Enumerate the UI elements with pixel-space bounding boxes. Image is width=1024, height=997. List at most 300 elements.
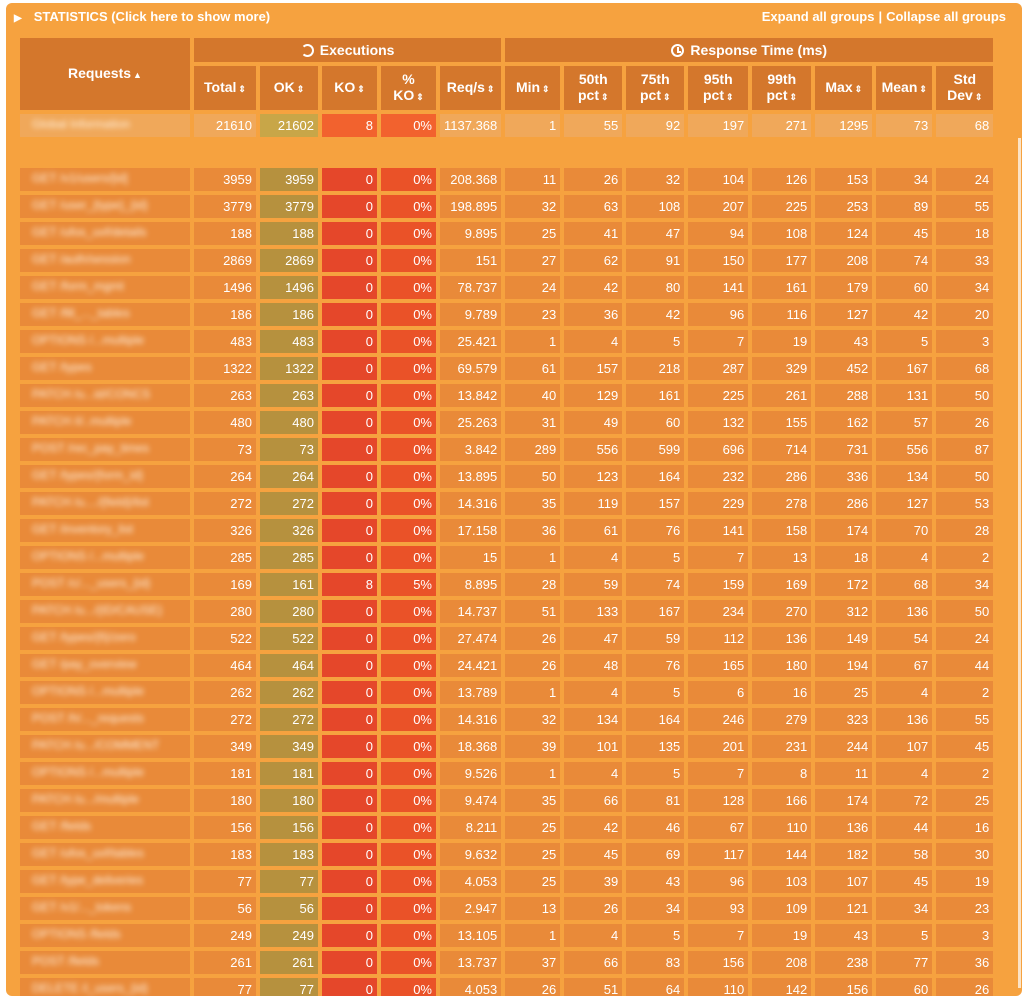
cell-ko: 0 — [322, 816, 377, 839]
request-name: GET /auth/session — [32, 252, 131, 266]
cell-p95: 246 — [688, 708, 748, 731]
cell-std: 50 — [936, 465, 993, 488]
cell-std: 68 — [936, 357, 993, 380]
cell-p95: 112 — [688, 627, 748, 650]
cell-req-s: 9.526 — [440, 762, 501, 785]
cell-req-s: 13.789 — [440, 681, 501, 704]
col-header-std-dev-label: Std Dev — [947, 71, 977, 103]
request-name-cell[interactable] — [20, 492, 190, 515]
cell-mean: 68 — [876, 573, 932, 596]
cell-p50: 45 — [564, 843, 622, 866]
cell-total: 349 — [194, 735, 256, 758]
cell-ko: 0 — [322, 924, 377, 947]
cell-p99: 278 — [752, 492, 811, 515]
cell-total: 77 — [194, 978, 256, 996]
cell-std: 53 — [936, 492, 993, 515]
table-row[interactable] — [20, 465, 993, 488]
request-name-cell[interactable] — [20, 681, 190, 704]
request-name-cell[interactable] — [20, 627, 190, 650]
cell-pct-ko: 0% — [381, 843, 436, 866]
cell-p75: 164 — [626, 708, 684, 731]
col-header-ok[interactable] — [260, 66, 318, 110]
cell-p99: 19 — [752, 924, 811, 947]
request-name-cell[interactable] — [20, 843, 190, 866]
cell-min: 26 — [505, 654, 560, 677]
cell-req-s: 18.368 — [440, 735, 501, 758]
table-row[interactable] — [20, 330, 993, 353]
link-separator: | — [878, 9, 883, 24]
cell-p75: 42 — [626, 303, 684, 326]
cell-p75: 83 — [626, 951, 684, 974]
cell-total: 186 — [194, 303, 256, 326]
cell-p99: 126 — [752, 168, 811, 191]
cell-pct-ko: 0% — [381, 384, 436, 407]
cell-total: 1496 — [194, 276, 256, 299]
table-row[interactable] — [20, 492, 993, 515]
cell-p95: 7 — [688, 762, 748, 785]
request-name: OPTIONS /...multiple — [32, 333, 145, 347]
request-name: POST /h/..._requests — [32, 711, 144, 725]
col-header-max[interactable] — [815, 66, 872, 110]
cell-mean: 70 — [876, 519, 932, 542]
cell-std: 3 — [936, 924, 993, 947]
request-name: OPTIONS /...multiple — [32, 684, 145, 698]
col-header-min[interactable] — [505, 66, 560, 110]
request-name-cell[interactable] — [20, 357, 190, 380]
request-name: PATCH /u.../COMMENT — [32, 738, 160, 752]
table-row[interactable] — [20, 222, 993, 245]
cell-p99: 225 — [752, 195, 811, 218]
request-name-cell[interactable] — [20, 978, 190, 996]
cell-max: 1295 — [815, 114, 872, 137]
table-row[interactable] — [20, 951, 993, 974]
request-name-cell[interactable] — [20, 654, 190, 677]
cell-p50: 63 — [564, 195, 622, 218]
cell-total: 261 — [194, 951, 256, 974]
request-name-cell[interactable] — [20, 114, 190, 137]
cell-ko: 0 — [322, 708, 377, 731]
cell-p99: 144 — [752, 843, 811, 866]
cell-p75: 81 — [626, 789, 684, 812]
table-row[interactable] — [20, 357, 993, 380]
cell-std: 26 — [936, 978, 993, 996]
global-row[interactable] — [20, 114, 993, 137]
cell-p95: 197 — [688, 114, 748, 137]
cell-ok: 73 — [260, 438, 318, 461]
cell-ok: 285 — [260, 546, 318, 569]
cell-mean: 60 — [876, 978, 932, 996]
col-header-req-s[interactable] — [440, 66, 501, 110]
cell-ok: 464 — [260, 654, 318, 677]
cell-p99: 136 — [752, 627, 811, 650]
cell-p75: 46 — [626, 816, 684, 839]
cell-max: 153 — [815, 168, 872, 191]
cell-p50: 47 — [564, 627, 622, 650]
cell-mean: 136 — [876, 600, 932, 623]
row-gap-cell — [20, 141, 993, 164]
cell-p99: 271 — [752, 114, 811, 137]
col-header-pct-ko[interactable] — [381, 66, 436, 110]
cell-p95: 67 — [688, 816, 748, 839]
col-header-pct-ko-label: % KO — [393, 71, 415, 103]
sort-arrows-icon: ⇕ — [725, 92, 734, 102]
table-row[interactable] — [20, 519, 993, 542]
cell-p75: 64 — [626, 978, 684, 996]
collapse-all-groups-link[interactable]: Collapse all groups — [886, 9, 1006, 24]
request-name-cell[interactable] — [20, 897, 190, 920]
cell-std: 45 — [936, 735, 993, 758]
request-name-cell[interactable] — [20, 708, 190, 731]
cell-max: 174 — [815, 789, 872, 812]
request-name: GET /inventory_list — [32, 522, 134, 536]
cell-p75: 5 — [626, 330, 684, 353]
expand-all-groups-link[interactable]: Expand all groups — [761, 9, 875, 24]
request-name-cell[interactable] — [20, 303, 190, 326]
cell-max: 25 — [815, 681, 872, 704]
cell-req-s: 151 — [440, 249, 501, 272]
cell-ko: 0 — [322, 168, 377, 191]
cell-req-s: 8.211 — [440, 816, 501, 839]
col-header-std-dev[interactable] — [936, 66, 993, 110]
table-row[interactable] — [20, 384, 993, 407]
cell-max: 136 — [815, 816, 872, 839]
cell-std: 2 — [936, 546, 993, 569]
cell-mean: 77 — [876, 951, 932, 974]
col-header-p95[interactable] — [688, 66, 748, 110]
table-row[interactable] — [20, 168, 993, 191]
statistics-toggle[interactable] — [14, 3, 270, 32]
cell-total: 483 — [194, 330, 256, 353]
cell-req-s: 13.737 — [440, 951, 501, 974]
request-name-cell[interactable] — [20, 762, 190, 785]
request-name: GET /fields — [32, 819, 92, 833]
cell-req-s: 15 — [440, 546, 501, 569]
cell-req-s: 14.316 — [440, 708, 501, 731]
cell-ko: 0 — [322, 249, 377, 272]
cell-total: 2869 — [194, 249, 256, 272]
cell-pct-ko: 0% — [381, 114, 436, 137]
cell-p75: 34 — [626, 897, 684, 920]
request-name: GET /ufos_uvf/details — [32, 225, 147, 239]
cell-ko: 0 — [322, 789, 377, 812]
cell-std: 25 — [936, 789, 993, 812]
cell-std: 23 — [936, 897, 993, 920]
request-name: GET /v1/users/[id] — [32, 171, 128, 185]
table-row[interactable] — [20, 708, 993, 731]
request-name-cell[interactable] — [20, 951, 190, 974]
cell-p75: 164 — [626, 465, 684, 488]
cell-req-s: 14.737 — [440, 600, 501, 623]
cell-p50: 26 — [564, 168, 622, 191]
table-row[interactable] — [20, 627, 993, 650]
refresh-icon — [301, 44, 314, 57]
cell-ko: 0 — [322, 681, 377, 704]
cell-std: 50 — [936, 384, 993, 407]
cell-p99: 208 — [752, 951, 811, 974]
clock-icon — [671, 44, 684, 57]
cell-p95: 128 — [688, 789, 748, 812]
cell-ko: 0 — [322, 600, 377, 623]
table-row[interactable] — [20, 924, 993, 947]
cell-p50: 42 — [564, 276, 622, 299]
cell-ko: 0 — [322, 951, 377, 974]
cell-mean: 134 — [876, 465, 932, 488]
cell-pct-ko: 0% — [381, 492, 436, 515]
table-row[interactable] — [20, 681, 993, 704]
request-name-cell[interactable] — [20, 465, 190, 488]
cell-pct-ko: 0% — [381, 816, 436, 839]
cell-min: 1 — [505, 681, 560, 704]
col-header-ko-label: KO — [334, 79, 356, 95]
cell-min: 25 — [505, 870, 560, 893]
request-name-cell[interactable] — [20, 222, 190, 245]
group-header-response-time-label: Response Time (ms) — [690, 42, 828, 58]
request-name-cell[interactable] — [20, 600, 190, 623]
cell-p95: 150 — [688, 249, 748, 272]
sort-arrows-icon: ⇕ — [789, 92, 798, 102]
cell-p75: 32 — [626, 168, 684, 191]
request-name: GET /types — [32, 360, 92, 374]
cell-mean: 89 — [876, 195, 932, 218]
cell-min: 1 — [505, 546, 560, 569]
cell-p99: 279 — [752, 708, 811, 731]
cell-ko: 0 — [322, 492, 377, 515]
cell-ko: 0 — [322, 978, 377, 996]
request-name-cell[interactable] — [20, 735, 190, 758]
cell-p75: 167 — [626, 600, 684, 623]
request-name: GET /types/{fi}/zero — [32, 630, 136, 644]
cell-min: 13 — [505, 897, 560, 920]
col-header-total[interactable] — [194, 66, 256, 110]
cell-mean: 34 — [876, 168, 932, 191]
table-row[interactable] — [20, 978, 993, 996]
cell-pct-ko: 0% — [381, 195, 436, 218]
table-row[interactable] — [20, 303, 993, 326]
table-row[interactable] — [20, 816, 993, 839]
cell-p50: 101 — [564, 735, 622, 758]
cell-pct-ko: 0% — [381, 168, 436, 191]
cell-p75: 5 — [626, 924, 684, 947]
cell-ko: 0 — [322, 627, 377, 650]
cell-req-s: 25.263 — [440, 411, 501, 434]
cell-ok: 3959 — [260, 168, 318, 191]
cell-max: 121 — [815, 897, 872, 920]
table-row[interactable] — [20, 276, 993, 299]
cell-mean: 57 — [876, 411, 932, 434]
cell-min: 1 — [505, 924, 560, 947]
cell-p50: 4 — [564, 546, 622, 569]
col-header-p99[interactable] — [752, 66, 811, 110]
col-header-min-label: Min — [515, 79, 541, 95]
cell-p50: 4 — [564, 330, 622, 353]
request-name: OPTIONS /fields — [32, 927, 121, 941]
cell-p99: 155 — [752, 411, 811, 434]
cell-p50: 119 — [564, 492, 622, 515]
cell-max: 156 — [815, 978, 872, 996]
cell-p95: 6 — [688, 681, 748, 704]
cell-ok: 262 — [260, 681, 318, 704]
cell-p99: 13 — [752, 546, 811, 569]
cell-p95: 234 — [688, 600, 748, 623]
request-name-cell[interactable] — [20, 276, 190, 299]
sort-arrows-icon: ⇕ — [542, 84, 550, 94]
cell-max: 43 — [815, 330, 872, 353]
cell-p99: 169 — [752, 573, 811, 596]
cell-p95: 159 — [688, 573, 748, 596]
col-header-ko[interactable] — [322, 66, 377, 110]
table-row[interactable] — [20, 438, 993, 461]
cell-max: 238 — [815, 951, 872, 974]
cell-std: 19 — [936, 870, 993, 893]
cell-max: 172 — [815, 573, 872, 596]
cell-pct-ko: 0% — [381, 789, 436, 812]
request-name-cell[interactable] — [20, 573, 190, 596]
request-name: GET /pay_overview — [32, 657, 137, 671]
request-name-cell[interactable] — [20, 546, 190, 569]
group-header-response-time — [505, 38, 993, 62]
cell-max: 127 — [815, 303, 872, 326]
cell-mean: 44 — [876, 816, 932, 839]
cell-max: 18 — [815, 546, 872, 569]
cell-ko: 0 — [322, 546, 377, 569]
cell-total: 3959 — [194, 168, 256, 191]
request-name-cell[interactable] — [20, 249, 190, 272]
cell-pct-ko: 0% — [381, 438, 436, 461]
request-name: DELETE /i_users_{id} — [32, 981, 149, 995]
cell-ok: 181 — [260, 762, 318, 785]
table-row[interactable] — [20, 843, 993, 866]
cell-pct-ko: 0% — [381, 627, 436, 650]
col-header-total-label: Total — [204, 79, 237, 95]
sort-arrows-icon: ⇕ — [974, 92, 983, 102]
cell-total: 272 — [194, 708, 256, 731]
cell-min: 24 — [505, 276, 560, 299]
cell-p99: 8 — [752, 762, 811, 785]
table-row[interactable] — [20, 897, 993, 920]
cell-p95: 117 — [688, 843, 748, 866]
cell-total: 522 — [194, 627, 256, 650]
cell-p95: 141 — [688, 276, 748, 299]
cell-std: 2 — [936, 681, 993, 704]
cell-p50: 48 — [564, 654, 622, 677]
cell-p50: 4 — [564, 762, 622, 785]
cell-total: 56 — [194, 897, 256, 920]
request-name: OPTIONS /...multiple — [32, 765, 145, 779]
request-name-cell[interactable] — [20, 438, 190, 461]
request-name-cell[interactable] — [20, 870, 190, 893]
request-name-cell[interactable] — [20, 924, 190, 947]
cell-mean: 5 — [876, 924, 932, 947]
cell-req-s: 78.737 — [440, 276, 501, 299]
table-row[interactable] — [20, 870, 993, 893]
scrollbar[interactable] — [1018, 138, 1021, 988]
cell-max: 11 — [815, 762, 872, 785]
cell-std: 50 — [936, 600, 993, 623]
cell-ok: 522 — [260, 627, 318, 650]
cell-min: 25 — [505, 843, 560, 866]
cell-pct-ko: 0% — [381, 897, 436, 920]
cell-total: 73 — [194, 438, 256, 461]
request-name-cell[interactable] — [20, 384, 190, 407]
col-header-p50[interactable] — [564, 66, 622, 110]
request-name-cell[interactable] — [20, 411, 190, 434]
cell-ok: 264 — [260, 465, 318, 488]
cell-p50: 157 — [564, 357, 622, 380]
cell-p95: 156 — [688, 951, 748, 974]
cell-max: 312 — [815, 600, 872, 623]
request-name-cell[interactable] — [20, 789, 190, 812]
cell-min: 11 — [505, 168, 560, 191]
table-row[interactable] — [20, 762, 993, 785]
cell-std: 33 — [936, 249, 993, 272]
cell-p99: 158 — [752, 519, 811, 542]
cell-req-s: 4.053 — [440, 978, 501, 996]
request-name: PATCH /u.../{ID/CAUSE} — [32, 603, 163, 617]
cell-p99: 261 — [752, 384, 811, 407]
group-header-executions — [194, 38, 501, 62]
col-header-requests[interactable] — [20, 38, 190, 110]
cell-ok: 261 — [260, 951, 318, 974]
request-name: Global Information — [32, 117, 131, 131]
cell-min: 26 — [505, 978, 560, 996]
request-name-cell[interactable] — [20, 519, 190, 542]
cell-p99: 103 — [752, 870, 811, 893]
table-row[interactable] — [20, 789, 993, 812]
col-header-p75[interactable] — [626, 66, 684, 110]
table-row[interactable] — [20, 249, 993, 272]
cell-p99: 116 — [752, 303, 811, 326]
table-row[interactable] — [20, 573, 993, 596]
cell-p99: 329 — [752, 357, 811, 380]
request-name: POST /fields — [32, 954, 100, 968]
cell-p50: 62 — [564, 249, 622, 272]
cell-ko: 0 — [322, 870, 377, 893]
cell-ok: 2869 — [260, 249, 318, 272]
request-name-cell[interactable] — [20, 168, 190, 191]
col-header-mean[interactable] — [876, 66, 932, 110]
cell-max: 452 — [815, 357, 872, 380]
cell-max: 182 — [815, 843, 872, 866]
table-row[interactable] — [20, 600, 993, 623]
table-row[interactable] — [20, 546, 993, 569]
request-name-cell[interactable] — [20, 816, 190, 839]
cell-min: 25 — [505, 816, 560, 839]
cell-ok: 183 — [260, 843, 318, 866]
cell-min: 35 — [505, 492, 560, 515]
request-name-cell[interactable] — [20, 195, 190, 218]
cell-max: 149 — [815, 627, 872, 650]
cell-p50: 133 — [564, 600, 622, 623]
table-row[interactable] — [20, 195, 993, 218]
cell-min: 1 — [505, 762, 560, 785]
request-name-cell[interactable] — [20, 330, 190, 353]
table-row[interactable] — [20, 654, 993, 677]
cell-p75: 5 — [626, 762, 684, 785]
cell-p50: 4 — [564, 681, 622, 704]
col-header-req-s-label: Req/s — [446, 79, 485, 95]
table-row[interactable] — [20, 411, 993, 434]
cell-ko: 0 — [322, 222, 377, 245]
table-row[interactable] — [20, 735, 993, 758]
cell-pct-ko: 0% — [381, 681, 436, 704]
cell-mean: 136 — [876, 708, 932, 731]
request-name: GET /user_{type}_{id} — [32, 198, 148, 212]
cell-mean: 74 — [876, 249, 932, 272]
cell-ko: 0 — [322, 384, 377, 407]
cell-p75: 60 — [626, 411, 684, 434]
cell-p95: 96 — [688, 303, 748, 326]
cell-p95: 201 — [688, 735, 748, 758]
